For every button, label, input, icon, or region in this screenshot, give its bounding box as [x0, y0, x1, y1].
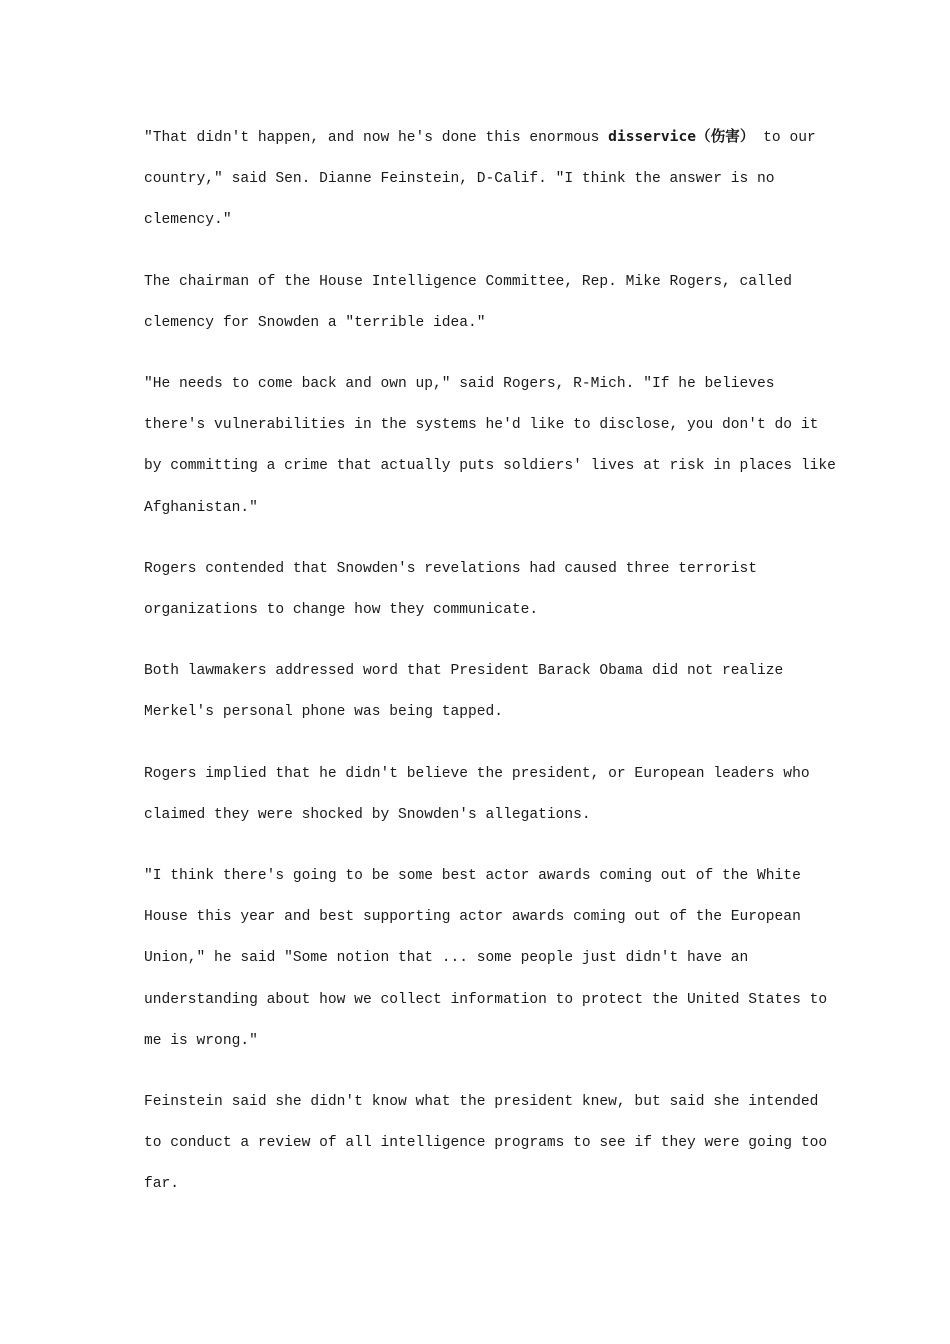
- text-line: country," said Sen. Dianne Feinstein, D-Calif. "I think the answer is no: [144, 171, 775, 188]
- text-line: me is wrong.": [144, 1032, 258, 1049]
- text-line: House this year and best supporting actor awards coming out of the European: [144, 909, 801, 926]
- text-fragment: to our: [754, 130, 816, 146]
- paragraph-2: [144, 262, 814, 344]
- text-line: Afghanistan.": [144, 499, 258, 516]
- text-line: Rogers implied that he didn't believe the president, or European leaders who: [144, 765, 810, 782]
- paragraph-4: [144, 549, 814, 631]
- text-line: Merkel's personal phone was being tapped.: [144, 704, 504, 721]
- text-line: far.: [144, 1176, 180, 1193]
- text-line: understanding about how we collect information to protect the United States to: [144, 991, 828, 1008]
- text-line: "I think there's going to be some best actor awards coming out of the White: [144, 868, 801, 885]
- text-line: clemency.": [144, 212, 232, 229]
- bold-term: disservice（伤害）: [608, 128, 755, 145]
- paragraph-3: [144, 364, 836, 529]
- paragraph-6: [144, 754, 814, 836]
- paragraph-5: [144, 651, 814, 733]
- paragraph-1: [144, 116, 814, 242]
- text-line: to conduct a review of all intelligence programs to see if they were going too: [144, 1135, 828, 1152]
- text-line: Both lawmakers addressed word that President Barack Obama did not realize: [144, 663, 784, 680]
- paragraph-8: [144, 1082, 828, 1206]
- text-line: Feinstein said she didn't know what the president knew, but said she intended: [144, 1094, 819, 1111]
- text-line: The chairman of the House Intelligence Committee, Rep. Mike Rogers, called: [144, 273, 793, 290]
- text-line: "He needs to come back and own up," said Rogers, R-Mich. "If he believes: [144, 376, 775, 393]
- text-line: [144, 116, 814, 159]
- text-line: Rogers contended that Snowden's revelations had caused three terrorist: [144, 560, 758, 577]
- text-line: there's vulnerabilities in the systems he'd like to disclose, you don't do it: [144, 417, 819, 434]
- text-line: claimed they were shocked by Snowden's allegations.: [144, 806, 591, 823]
- text-line: by committing a crime that actually puts soldiers' lives at risk in places like: [144, 458, 836, 475]
- text-line: organizations to change how they communicate.: [144, 602, 539, 619]
- text-line: clemency for Snowden a "terrible idea.": [144, 314, 486, 331]
- article-body: [144, 116, 836, 1226]
- text-line: Union," he said "Some notion that ... some people just didn't have an: [144, 950, 749, 967]
- text-fragment: "That didn't happen, and now he's done this enormous: [144, 130, 609, 146]
- paragraph-7: [144, 856, 828, 1062]
